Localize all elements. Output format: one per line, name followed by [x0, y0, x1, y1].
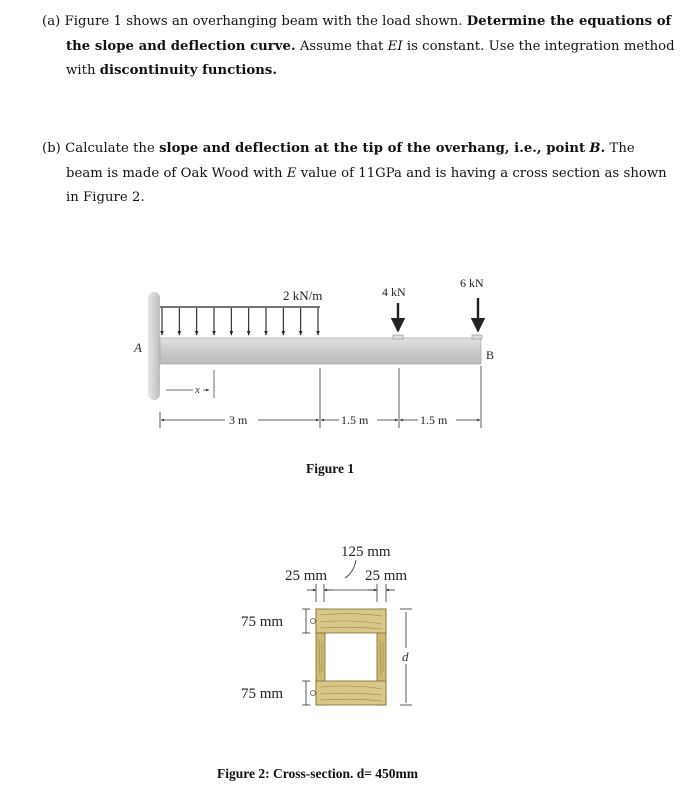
part-b-text: The: [609, 141, 635, 156]
dim-75mm-bottom-label: 75 mm: [241, 686, 284, 702]
point-load-4kn-label: 4 kN: [382, 285, 406, 299]
part-b-text: in Figure 2.: [66, 190, 145, 205]
figure-1-caption: Figure 1: [306, 461, 355, 476]
part-b-bold: slope and deflection at the tip of the overhang, i.e., point: [159, 141, 586, 156]
point-load-4kn-pad: [393, 335, 403, 339]
distributed-load-arrows: [162, 308, 318, 335]
part-a-bold: discontinuity functions.: [99, 63, 278, 78]
figure-2-cross-section: [241, 544, 414, 705]
part-a-ei: EI: [387, 38, 403, 54]
part-b-label: (b): [42, 141, 61, 156]
point-load-6kn-pad: [472, 335, 482, 339]
dim-1-5m-label-a: 1.5 m: [341, 413, 369, 427]
x-coordinate-label: x: [195, 384, 200, 396]
modulus-e: E: [286, 165, 297, 181]
fixed-wall: [148, 292, 160, 400]
dim-75mm-top-label: 75 mm: [241, 614, 284, 630]
distributed-load-label: 2 kN/m: [283, 288, 323, 303]
part-a-bold: Determine the equations of: [466, 14, 672, 29]
part-a-text: Assume that: [299, 38, 384, 54]
part-b-text: value of 11GPa and is having a cross section as shown: [300, 165, 667, 181]
part-b-text: beam is made of Oak Wood with: [66, 165, 283, 181]
support-a-label: A: [134, 340, 142, 355]
dim-1-5m-label-b: 1.5 m: [420, 413, 448, 427]
part-a-text: is constant. Use the integration method: [406, 38, 675, 54]
dim-125mm-label: 125 mm: [341, 544, 391, 560]
dim-25mm-left-label: 25 mm: [285, 568, 328, 584]
part-b-text: Calculate the: [65, 141, 155, 156]
dim-3m-label: 3 m: [229, 413, 248, 427]
point-load-6kn-label: 6 kN: [460, 276, 484, 290]
dim-d-label: d: [402, 649, 409, 664]
part-a-label: (a): [42, 14, 61, 29]
figure-2-caption: Figure 2: Cross-section. d= 450mm: [217, 766, 419, 781]
part-a-text: Figure 1 shows an overhanging beam with the load shown.: [64, 14, 463, 29]
part-a-bold: the slope and deflection curve.: [66, 38, 296, 54]
dim-25mm-right-label: 25 mm: [365, 568, 408, 584]
tip-b-label: B: [486, 348, 495, 362]
dim-125mm-leader: [345, 560, 356, 578]
part-a-text: with: [66, 63, 96, 78]
beam: [160, 338, 481, 364]
point-b-label: B.: [589, 141, 606, 156]
